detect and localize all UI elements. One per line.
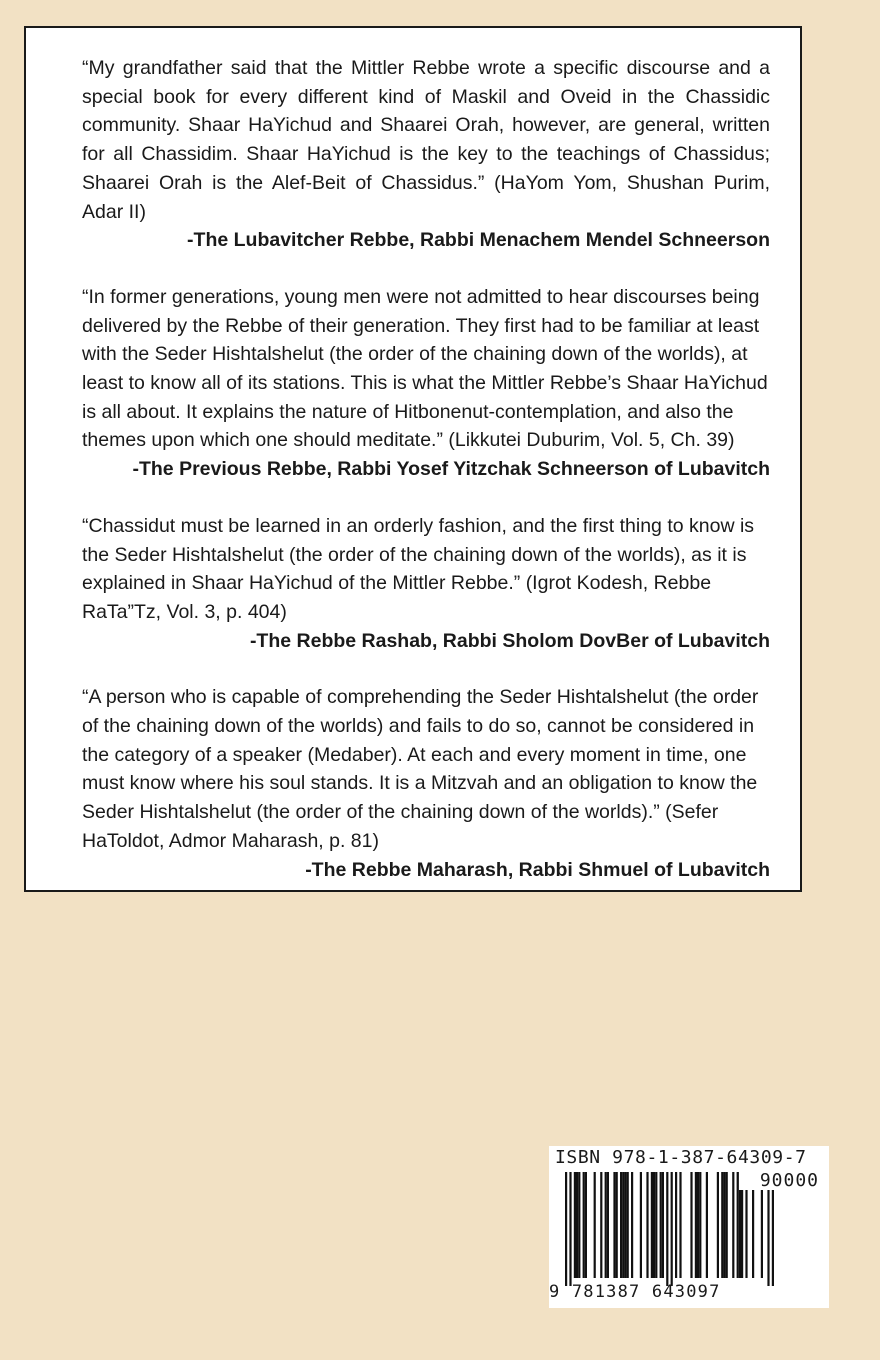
barcode-bar [723, 1172, 725, 1278]
quote-block-1 [82, 54, 770, 255]
barcode-bar [574, 1172, 576, 1278]
quote-text: “A person who is capable of comprehending the Seder Hishtalshelut (the order of the chaining down of the worlds) and fails to do so, cannot be considered in the category of a speaker (Medaber). At each and every moment in time, one must know where his soul stands. It is a Mitzvah and an obligation to know the Seder Hishtalshelut (the order of the chaining down of the worlds).” (Sefer HaToldot, Admor Maharash, p. 81) [82, 686, 759, 852]
barcode-bar [622, 1172, 624, 1278]
barcode-bar [653, 1172, 655, 1278]
barcode-bar [578, 1172, 580, 1278]
barcode-bar [695, 1172, 697, 1278]
barcode-bar [613, 1172, 615, 1278]
isbn-label: ISBN 978-1-387-64309-7 [555, 1147, 807, 1168]
barcode-bar [583, 1172, 585, 1278]
barcode-guard-bar [671, 1172, 673, 1286]
barcode-guard-bar [565, 1172, 567, 1286]
barcode-bar [679, 1172, 681, 1278]
quote-panel [24, 26, 802, 892]
barcode-bar [726, 1172, 728, 1278]
barcode-bar [706, 1172, 708, 1278]
quote-block-3 [82, 512, 770, 656]
quote-attribution: -The Rebbe Rashab, Rabbi Sholom DovBer of Lubavitch [249, 629, 770, 652]
barcode-bar [607, 1172, 609, 1278]
barcode-bar [717, 1172, 719, 1278]
barcode-bar [675, 1172, 677, 1278]
barcode-bar [646, 1172, 648, 1278]
price-code: 90000 [759, 1170, 819, 1191]
barcode-bar [600, 1172, 602, 1278]
barcode-guard-bar [666, 1172, 668, 1286]
barcode-bar [616, 1172, 618, 1278]
barcode-bar [620, 1172, 622, 1278]
barcode-bar [585, 1172, 587, 1278]
barcode-bar [651, 1172, 653, 1278]
barcode-bar [624, 1172, 626, 1278]
barcode-bar [721, 1172, 723, 1278]
barcode-bar [660, 1172, 662, 1278]
barcode-bar [699, 1172, 701, 1278]
quote-block-4 [82, 683, 770, 884]
barcode-bar [690, 1172, 692, 1278]
barcode-bar [627, 1172, 629, 1278]
quote-text: “My grandfather said that the Mittler Rebbe wrote a specific discourse and a special book for every different kind of Maskil and Oveid in the Chassidic community. Shaar HaYichud and Shaarei Orah, however, are general, written for all Chassidim. Shaar HaYichud is the key to the teachings of Chassidus; Shaarei Orah is the Alef-Beit of Chassidus.” (HaYom Yom, Shushan Purim, Adar II) [82, 57, 770, 223]
barcode-bar [697, 1172, 699, 1278]
quote-attribution: -The Lubavitcher Rebbe, Rabbi Menachem Mendel Schneerson [187, 229, 770, 252]
isbn-barcode [549, 1146, 829, 1308]
barcode-bar [631, 1172, 633, 1278]
barcode-bar [594, 1172, 596, 1278]
quote-attribution: -The Previous Rebbe, Rabbi Yosef Yitzchak Schneerson of Lubavitch [132, 458, 770, 481]
barcode-guard-bar [569, 1172, 571, 1286]
quote-text: “Chassidut must be learned in an orderly fashion, and the first thing to know is the Seder Hishtalshelut (the order of the chaining down of the worlds), as it is explained in Shaar HaYichud of the Mittler Rebbe.” (Igrot Kodesh, Rebbe RaTa”Tz, Vol. 3, p. 404) [82, 514, 755, 623]
barcode-bar [732, 1172, 734, 1278]
barcode-bar [605, 1172, 607, 1278]
quote-text: “In former generations, young men were not admitted to hear discourses being delivered by the Rebbe of their generation. They first had to be familiar at least with the Seder Hishtalshelut (the order of the chaining down of the worlds), at least to know all of its stations. This is what the Mittler Rebbe’s Shaar HaYichud is all about. It explains the nature of Hitbonenut-contemplation, and also the themes upon which one should meditate.” (Likkutei Duburim, Vol. 5, Ch. 39) [82, 285, 768, 452]
barcode-bar [576, 1172, 578, 1278]
barcode-bar [655, 1172, 657, 1278]
barcode-bar [640, 1172, 642, 1278]
barcode-digits: 9 781387 643097 [549, 1282, 721, 1302]
barcode-bar [737, 1172, 739, 1278]
quote-attribution: -The Rebbe Maharash, Rabbi Shmuel of Lubavitch [305, 858, 770, 881]
barcode-bar [662, 1172, 664, 1278]
quote-block-2 [82, 283, 770, 484]
